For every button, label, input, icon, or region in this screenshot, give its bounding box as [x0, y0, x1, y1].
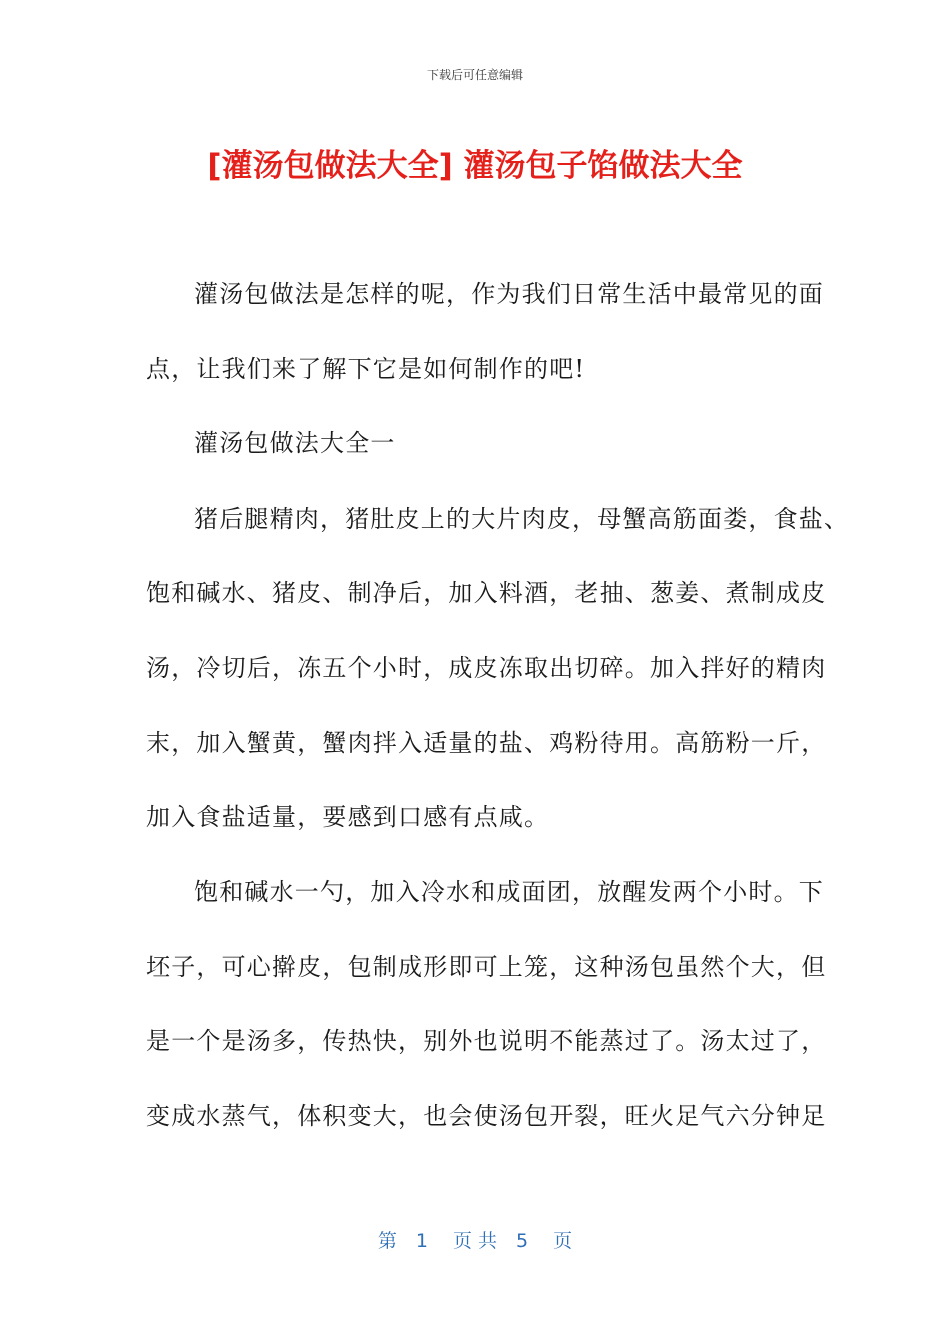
paragraph-line: 灌汤包做法是怎样的呢，作为我们日常生活中最常见的面	[194, 280, 824, 308]
page-footer: 第 1 页 共 5 页	[377, 1230, 573, 1252]
header-note: 下载后可任意编辑	[426, 68, 523, 82]
paragraph-line: 加入食盐适量，要感到口感有点咸。	[146, 803, 550, 831]
paragraph-line: 汤，冷切后，冻五个小时，成皮冻取出切碎。加入拌好的精肉	[146, 654, 827, 682]
paragraph-line: 坯子，可心擀皮，包制成形即可上笼，这种汤包虽然个大，但	[146, 953, 827, 981]
paragraph-line: 猪后腿精肉，猪肚皮上的大片肉皮，母蟹高筋面娄，食盐、	[194, 505, 850, 533]
page-title: [灌汤包做法大全] 灌汤包子馅做法大全	[207, 148, 743, 184]
paragraph-line: 末，加入蟹黄，蟹肉拌入适量的盐、鸡粉待用。高筋粉一斤，	[146, 729, 827, 757]
section-heading: 灌汤包做法大全一	[194, 429, 396, 457]
paragraph-line: 点，让我们来了解下它是如何制作的吧!	[146, 355, 586, 383]
paragraph-line: 变成水蒸气，体积变大，也会使汤包开裂，旺火足气六分钟足	[146, 1102, 827, 1130]
paragraph-line: 饱和碱水一勺，加入冷水和成面团，放醒发两个小时。下	[194, 878, 824, 906]
paragraph-line: 是一个是汤多，传热快，别外也说明不能蒸过了。汤太过了，	[146, 1027, 827, 1055]
paragraph-line: 饱和碱水、猪皮、制净后，加入料酒，老抽、葱姜、煮制成皮	[146, 579, 827, 607]
